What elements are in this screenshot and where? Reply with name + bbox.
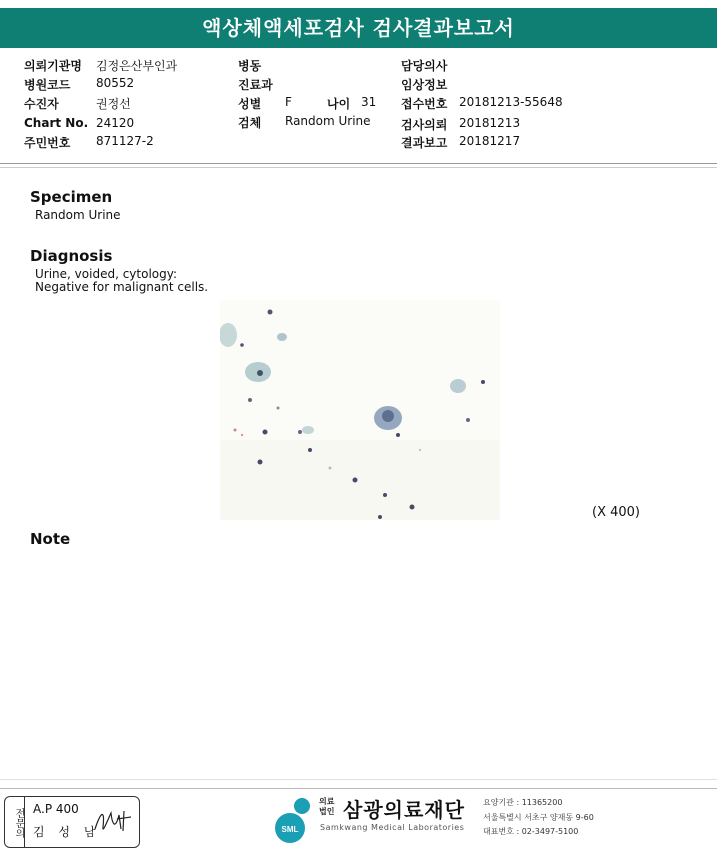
clinical-info-label: 임상정보	[401, 78, 448, 92]
specimen-type-label: 검체	[238, 116, 262, 130]
institution-value: 김정은산부인과	[96, 59, 178, 73]
header-divider-secondary	[0, 167, 717, 168]
sex-label: 성별	[238, 97, 262, 111]
resident-no-value: 871127-2	[96, 134, 154, 148]
org-prefix	[319, 797, 334, 817]
diagnosis-line2: Negative for malignant cells.	[35, 280, 209, 294]
handwritten-signature	[93, 805, 133, 839]
specimen-type-value: Random Urine	[285, 114, 371, 128]
diagnosis-title: Diagnosis	[30, 247, 113, 265]
receipt-no-value: 20181213-55648	[459, 95, 563, 109]
report-date-label: 결과보고	[401, 136, 448, 150]
footer-divider-secondary	[0, 779, 717, 780]
specialist-label: 전문의	[5, 797, 25, 847]
org-phone: 대표번호 : 02-3497-5100	[483, 827, 579, 836]
sml-logo	[272, 795, 318, 849]
org-name: 삼광의료재단	[343, 798, 465, 822]
patient-value: 권정선	[96, 97, 131, 111]
footer-divider	[0, 788, 717, 789]
pathologist-name: 김 성 남	[33, 825, 101, 839]
org-english-name: Samkwang Medical Laboratories	[320, 823, 465, 832]
header-divider	[0, 163, 717, 164]
signature-box	[4, 796, 140, 848]
org-address: 서울특별시 서초구 양재동 9-60	[483, 813, 594, 822]
age-value: 31	[361, 95, 377, 109]
sml-logo-icon	[272, 795, 318, 845]
patient-info	[0, 54, 717, 162]
hospital-code-label: 병원코드	[24, 78, 71, 92]
org-code: 요양기관 : 11365200	[483, 798, 563, 807]
diagnosis-line1: Urine, voided, cytology:	[35, 267, 178, 281]
note-title: Note	[30, 530, 71, 548]
org-prefix-line1: 의료	[319, 797, 335, 806]
report-date-value: 20181217	[459, 134, 521, 148]
hospital-code-value: 80552	[96, 76, 135, 90]
cytology-micrograph	[220, 300, 500, 520]
pathologist-code: A.P 400	[33, 802, 79, 816]
receipt-no-label: 접수번호	[401, 97, 448, 111]
ward-label: 병동	[238, 59, 262, 73]
request-date-value: 20181213	[459, 116, 521, 130]
logo-text: SML	[281, 825, 299, 834]
report-title: 액상체액세포검사 검사결과보고서	[0, 8, 717, 48]
request-date-label: 검사의뢰	[401, 118, 448, 132]
sex-value: F	[285, 95, 292, 109]
patient-label: 수진자	[24, 97, 59, 111]
institution-label: 의뢰기관명	[24, 59, 82, 73]
micrograph-image	[220, 300, 500, 520]
physician-label: 담당의사	[401, 59, 448, 73]
magnification-label: (X 400)	[592, 505, 640, 520]
specimen-text: Random Urine	[35, 208, 121, 222]
age-label: 나이	[327, 97, 351, 111]
chart-no-value: 24120	[96, 116, 135, 130]
org-prefix-line2: 법인	[319, 807, 335, 816]
resident-no-label: 주민번호	[24, 136, 71, 150]
chart-no-label: Chart No.	[24, 116, 89, 130]
dept-label: 진료과	[238, 78, 273, 92]
specimen-title: Specimen	[30, 188, 113, 206]
